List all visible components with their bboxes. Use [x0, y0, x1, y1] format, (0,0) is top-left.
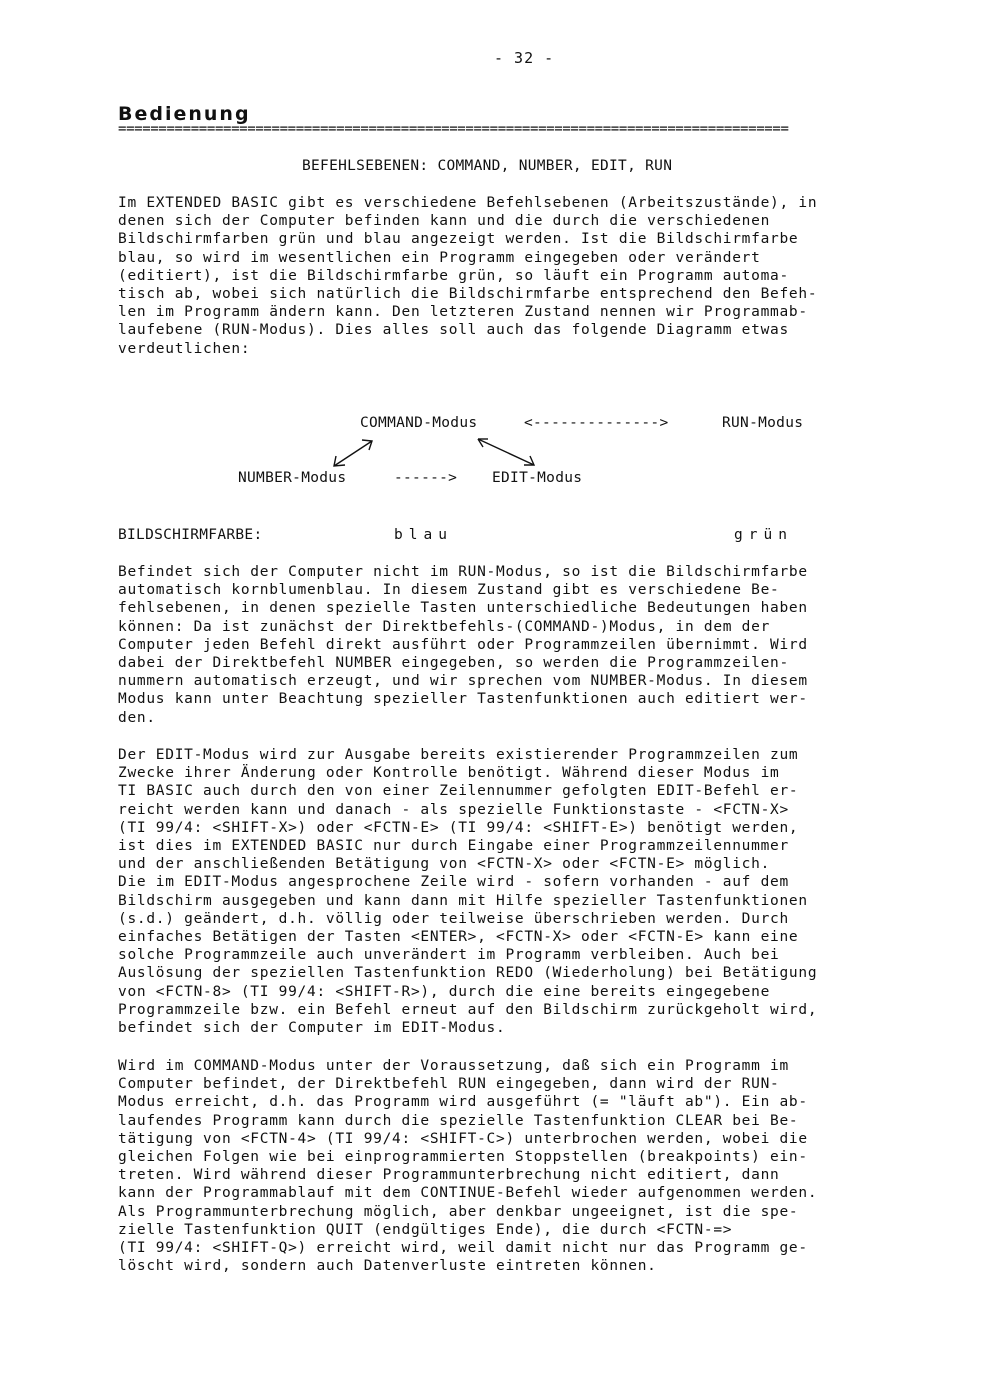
paragraph-command-number: Befindet sich der Computer nicht im RUN-Modus, so ist die Bildschirmfarbe automatisch kornblumenblau. In diesem Zustand gibt es verschiedene Be- fehlsebenen, in denen spezielle Tasten unterschiedliche Bedeutungen haben können: Da ist zunächst der Direktbefehls-(COMMAND-)Modus, in dem der Computer jeden Befehl direkt ausführt oder Programmzeilen übernimmt. Wird dabei der Direktbefehl NUMBER eingegeben, so werden die Programmzeilen- nummern automatisch erzeugt, und wir sprechen vom NUMBER-Modus. In diesem Modus kann unter Beachtung spezieller Tastenfunktionen auch editiert wer- den.	[118, 564, 808, 726]
diagram-number-mode: NUMBER-Modus	[238, 470, 347, 486]
arrow-command-to-number	[334, 440, 372, 466]
diagram-run-mode: RUN-Modus	[722, 415, 804, 431]
heading-rule: ===================================================================================	[118, 121, 789, 137]
diagram-command-run-arrow: <-------------->	[524, 415, 669, 431]
paragraph-edit-mode: Der EDIT-Modus wird zur Ausgabe bereits existierender Programmzeilen zum Zwecke ihrer Änderung oder Kontrolle benötigt. Während dieser Modus im TI BASIC auch durch den von einer Zeilennummer gefolgten EDIT-Befehl er- reicht werden kann und danach - als spezielle Funktionstaste - <FCTN-X> (TI 99/4: <SHIFT-X>) oder <FCTN-E> (TI 99/4: <SHIFT-E>) benötigt werden, ist dies im EXTENDED BASIC nur durch Eingabe einer Programmzeilennummer und der anschließenden Betätigung von <FCTN-X> oder <FCTN-E> möglich. Die im EDIT-Modus angesprochene Zeile wird - sofern vorhanden - auf dem Bildschirm ausgegeben und kann dann mit Hilfe spezieller Tastenfunktionen (s.d.) geändert, d.h. völlig oder teilweise überschrieben werden. Durch einfaches Betätigen der Tasten <ENTER>, <FCTN-X> oder <FCTN-E> kann eine solche Programmzeile auch unverändert im Programm verbleiben. Auch bei Auslösung der speziellen Tastenfunktion REDO (Wiederholung) bei Betätigung von <FCTN-8> (TI 99/4: <SHIFT-R>), durch die eine bereits eingegebene Programmzeile bzw. ein Befehl erneut auf den Bildschirm zurückgeholt wird, befindet sich der Computer im EDIT-Modus.	[118, 747, 818, 1037]
diagram-edit-mode: EDIT-Modus	[492, 470, 583, 486]
diagram-number-edit-arrow: ------>	[394, 470, 458, 486]
page-number: - 32 -	[494, 49, 555, 67]
screen-color-green: grün	[734, 527, 793, 543]
paragraph-intro: Im EXTENDED BASIC gibt es verschiedene Befehlsebenen (Arbeitszustände), in denen sich der Computer befinden kann und die durch die verschiedenen Bildschirmfarben grün und blau angezeigt werden. Ist die Bildschirmfarbe blau, so wird im wesentlichen ein Programm eingegeben oder verändert (editiert), ist die Bildschirmfarbe grün, so läuft ein Programm automa- tisch ab, wobei sich natürlich die Bildschirmfarbe entsprechend den Befeh- len im Programm ändern kann. Den letzteren Zustand nennen wir Programmab- laufebene (RUN-Modus). Dies alles soll auch das folgende Diagramm etwas verdeutlichen:	[118, 195, 818, 357]
diagram-command-mode: COMMAND-Modus	[360, 415, 478, 431]
paragraph-run-mode: Wird im COMMAND-Modus unter der Voraussetzung, daß sich ein Programm im Computer befindet, der Direktbefehl RUN eingegeben, dann wird der RUN- Modus erreicht, d.h. das Programm wird ausgeführt (= "läuft ab"). Ein ab- laufendes Programm kann durch die spezielle Tastenfunktion CLEAR bei Be- tätigung von <FCTN-4> (TI 99/4: <SHIFT-C>) unterbrochen werden, wobei die gleichen Folgen wie bei einprogrammierten Stoppstellen (breakpoints) ein- treten. Wird während dieser Programmunterbrechung nicht editiert, dann kann der Programmablauf mit dem CONTINUE-Befehl wieder aufgenommen werden. Als Programmunterbrechung möglich, aber denkbar ungeeignet, ist die spe- zielle Tastenfunktion QUIT (endgültiges Ende), die durch <FCTN-=> (TI 99/4: <SHIFT-Q>) erreicht wird, weil damit nicht nur das Programm ge- löscht wird, sondern auch Datenverluste eintreten können.	[118, 1058, 818, 1275]
section-subtitle: BEFEHLSEBENEN: COMMAND, NUMBER, EDIT, RUN	[302, 158, 673, 174]
arrow-command-to-edit	[478, 439, 534, 465]
screen-color-label: BILDSCHIRMFARBE:	[118, 527, 263, 543]
screen-color-blue: blau	[394, 527, 453, 543]
section-heading: Bedienung	[118, 103, 251, 125]
